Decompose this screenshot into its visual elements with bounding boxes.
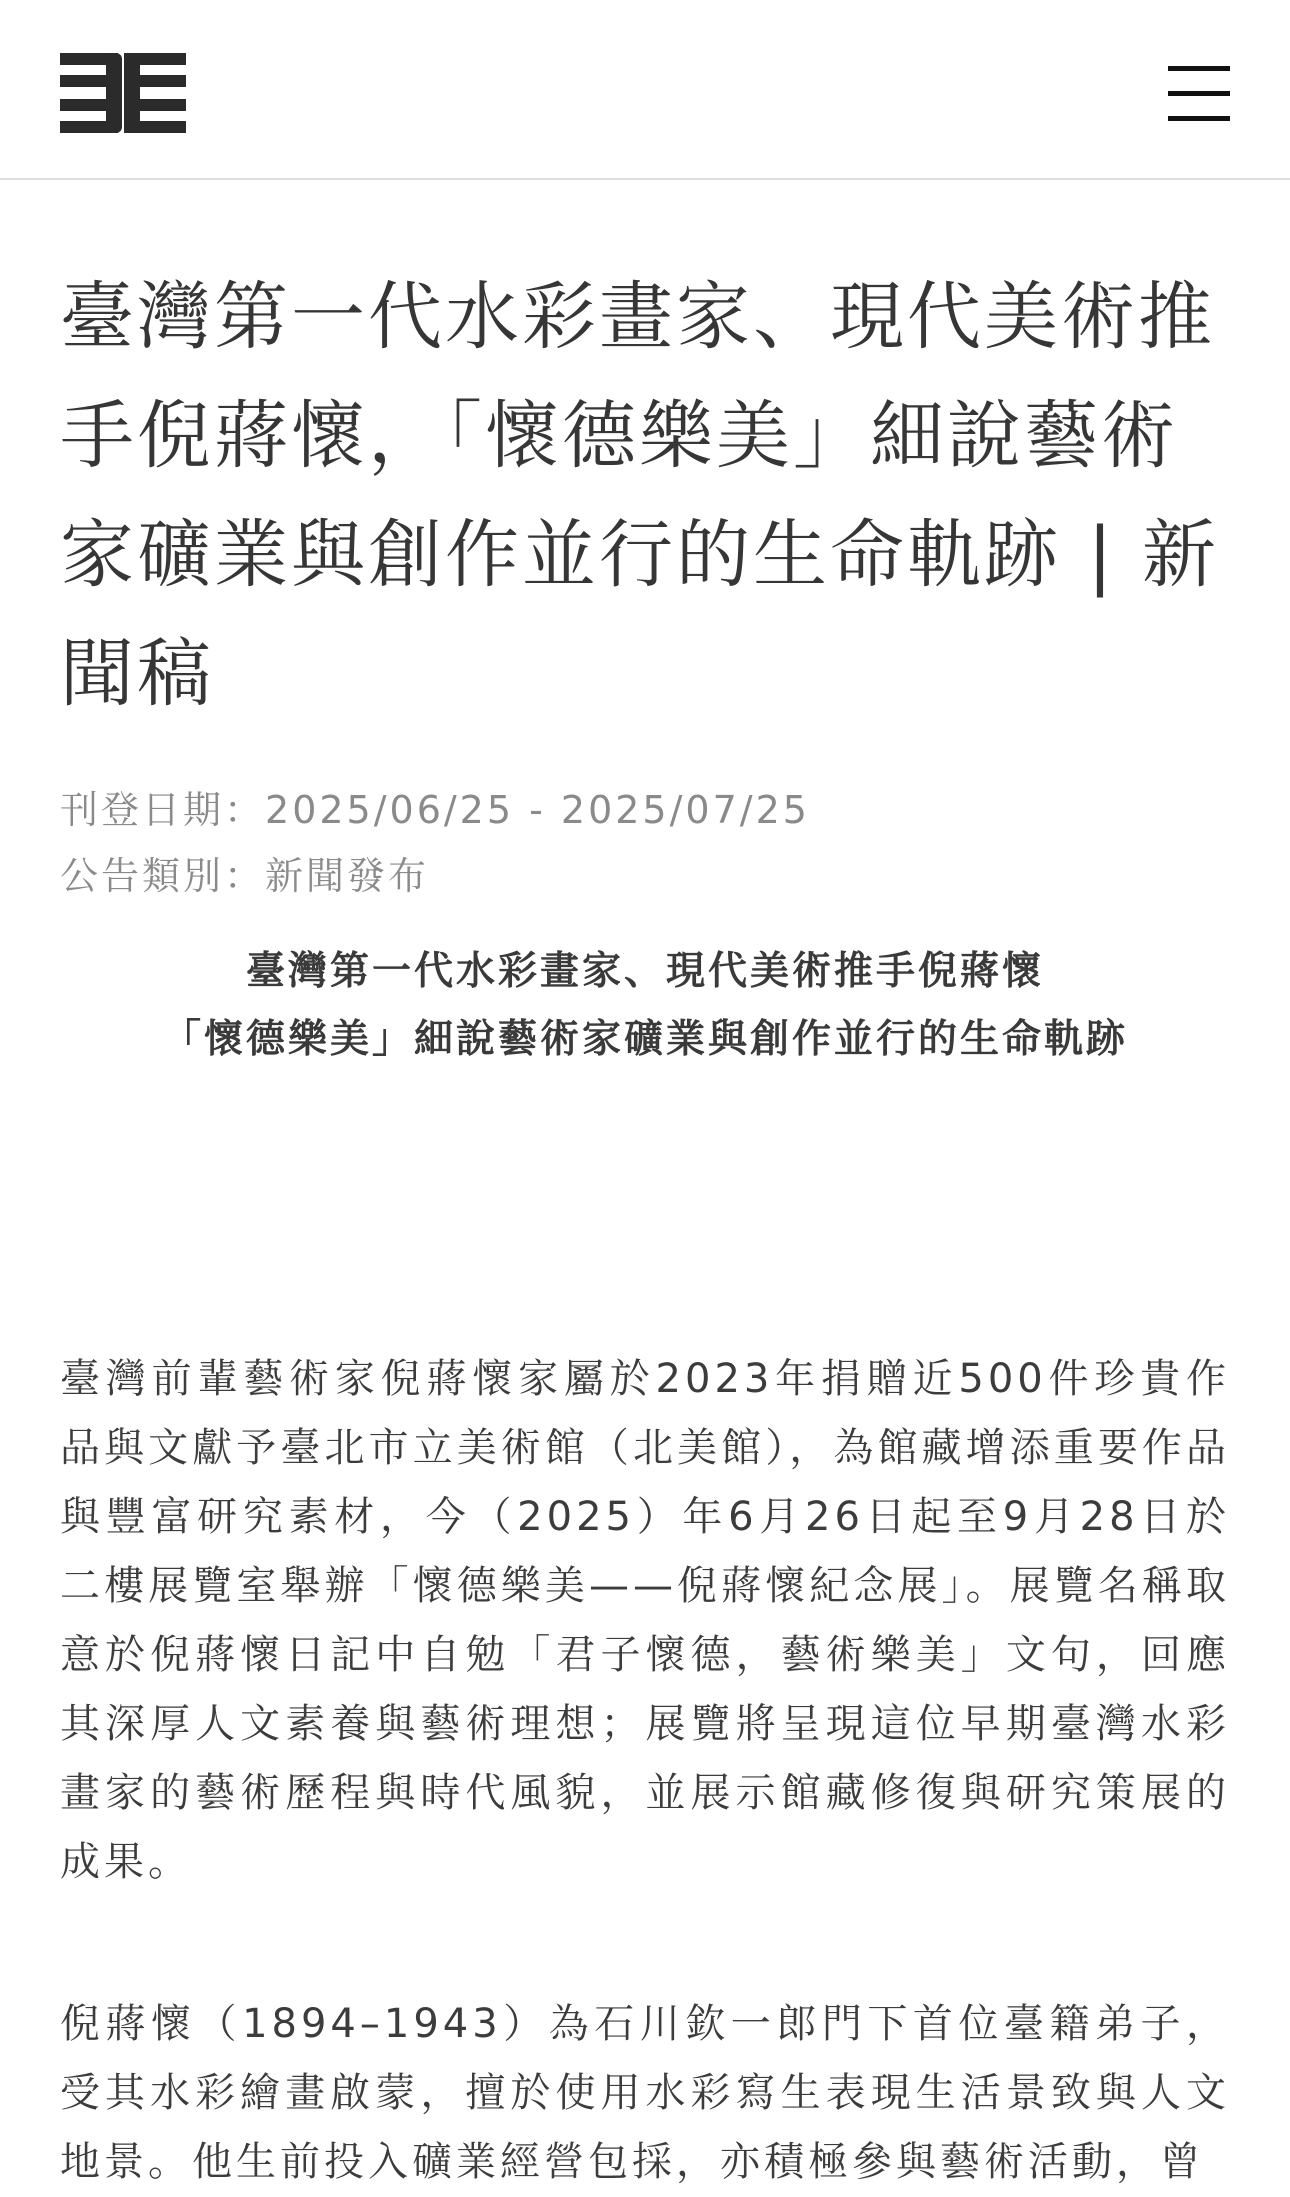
body-paragraph: 臺灣前輩藝術家倪蔣懷家屬於2023年捐贈近500件珍貴作品與文獻予臺北市立美術館（北美館），為館藏增添重要作品與豐富研究素材，今（2025）年6月26日起至9月28日於二樓展覽室舉辦「懷德樂美——倪蔣懷紀念展」。展覽名稱取意於倪蔣懷日記中自勉「君子懷德，藝術樂美」文句，回應其深厚人文素養與藝術理想；展覽將呈現這位早期臺灣水彩畫家的藝術歷程與時代風貌，並展示館藏修復與研究策展的成果。	[60, 1356, 1230, 1885]
publish-date-row	[60, 777, 1230, 843]
body-paragraph: 倪蔣懷（1894–1943）為石川欽一郎門下首位臺籍弟子，受其水彩繪畫啟蒙，擅於使用水彩寫生表現生活景致與人文地景。他生前投入礦業經營包採，亦積極參與藝術活動，曾	[60, 2001, 1230, 2185]
category-label: 公告類別：	[60, 854, 266, 898]
site-logo[interactable]	[60, 53, 186, 133]
site-header	[0, 0, 1290, 180]
logo-icon	[60, 53, 186, 133]
publish-date-value: 2025/06/25 - 2025/07/25	[265, 788, 810, 832]
menu-bar-bottom	[1168, 116, 1230, 121]
menu-bar-middle	[1168, 91, 1230, 96]
page-title: 臺灣第一代水彩畫家、現代美術推手倪蔣懷，「懷德樂美」細說藝術家礦業與創作並行的生命軌跡 | 新聞稿	[60, 274, 1219, 717]
subtitle-line-2: 「懷德樂美」細說藝術家礦業與創作並行的生命軌跡	[161, 1017, 1128, 1062]
menu-bar-top	[1168, 66, 1230, 71]
category-value: 新聞發布	[265, 854, 430, 898]
subtitle-line-1: 臺灣第一代水彩畫家、現代美術推手倪蔣懷	[245, 949, 1044, 994]
category-row	[60, 843, 1230, 909]
publish-date-label: 刊登日期：	[60, 788, 266, 832]
article-subtitle	[60, 938, 1230, 1074]
article-meta	[60, 777, 1230, 909]
hamburger-menu-icon[interactable]	[1168, 66, 1230, 122]
